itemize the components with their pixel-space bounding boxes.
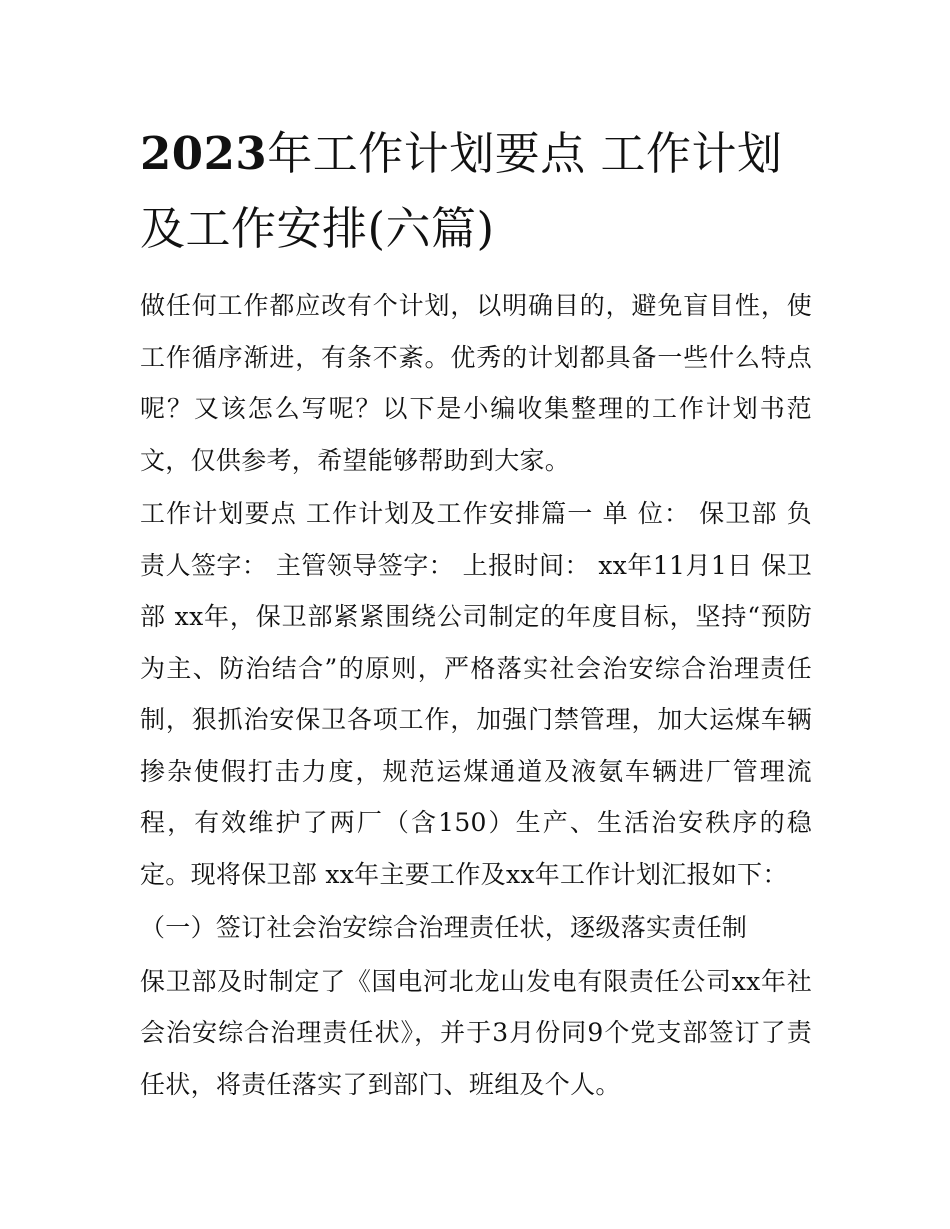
section-one-paragraph: 工作计划要点 工作计划及工作安排篇一 单 位： 保卫部 负责人签字： 主管领导签字： 上报时间： xx年11月1日 保卫部 xx年，保卫部紧紧围绕公司制定的年度目标，坚持“预防为主、防治结合”的原则，严格落实社会治安综合治理责任制，狠抓治安保卫各项工作，加强门禁管理，加大运煤车辆掺杂使假打击力度，规范运煤通道及液氨车辆进厂管理流程，有效维护了两厂（含150）生产、生活治安秩序的稳定。现将保卫部 xx年主要工作及xx年工作计划汇报如下： xyxy=(140,499,812,889)
title-year: 2023 xyxy=(140,127,268,180)
document-title xyxy=(140,116,812,266)
intro-paragraph: 做任何工作都应改有个计划，以明确目的，避免盲目性，使工作循序渐进，有条不紊。优秀的计划都具备一些什么特点呢？又该怎么写呢？以下是小编收集整理的工作计划书范文，仅供参考，希望能够帮助到大家。 xyxy=(140,291,812,475)
subheading-paragraph: （一）签订社会治安综合治理责任状，逐级落实责任制 xyxy=(140,913,748,942)
title-text: 年工作计划要点 工作计划及工作安排(六篇) xyxy=(140,127,783,255)
document-body xyxy=(140,116,812,1110)
responsibility-paragraph: 保卫部及时制定了《国电河北龙山发电有限责任公司xx年社会治安综合治理责任状》，并于3月份同9个党支部签订了责任状，将责任落实了到部门、班组及个人。 xyxy=(140,966,812,1099)
